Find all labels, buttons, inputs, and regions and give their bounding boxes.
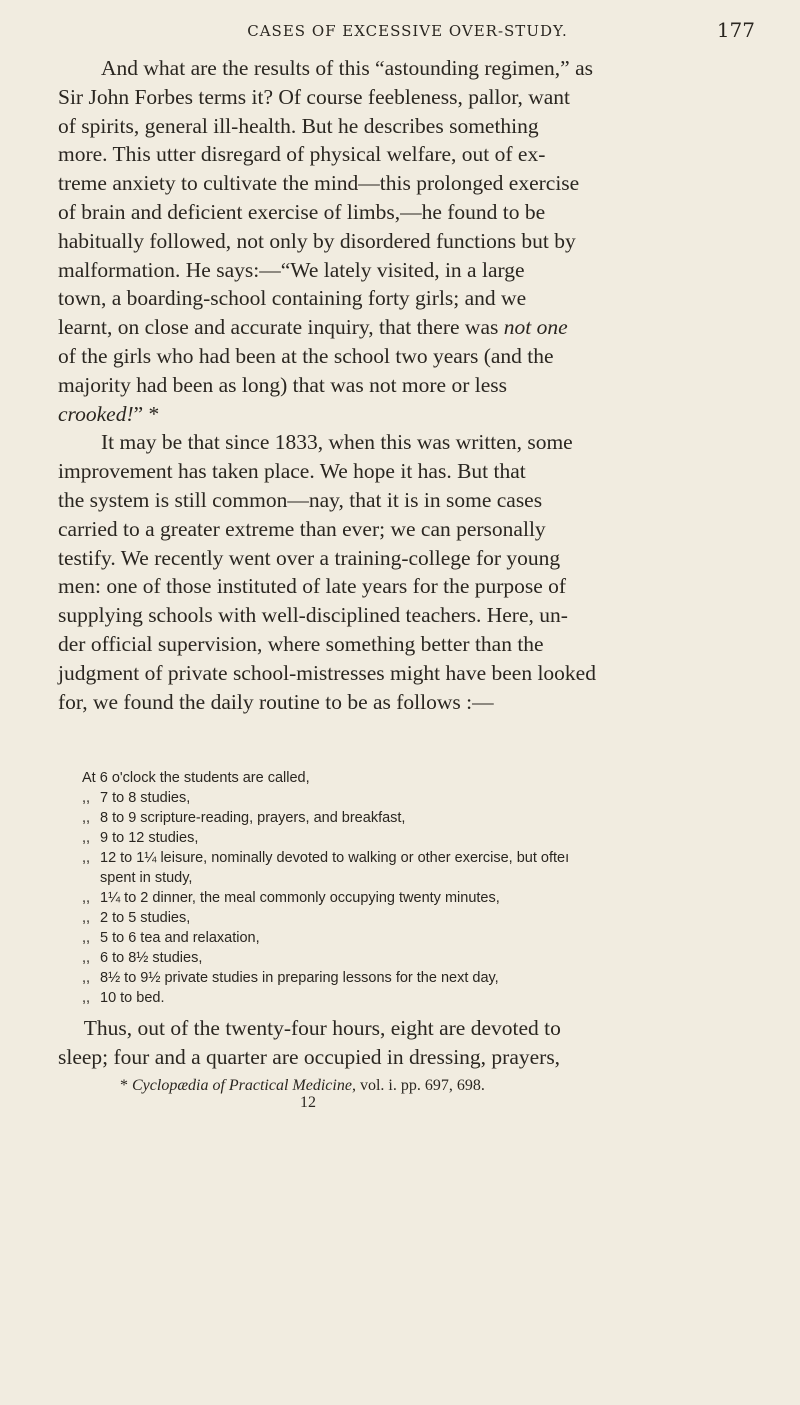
text-line: of brain and deficient exercise of limbs,—he found to be <box>58 199 546 224</box>
schedule-entry: 7 to 8 studies, <box>100 790 191 806</box>
schedule-row <box>82 968 772 988</box>
schedule-row <box>82 928 772 948</box>
schedule-row <box>82 828 772 848</box>
schedule-row <box>82 908 772 928</box>
ditto-mark: ,, <box>82 830 91 846</box>
text-line <box>58 313 758 342</box>
schedule-row <box>82 808 772 828</box>
schedule-row <box>82 988 772 1008</box>
text-line: judgment of private school-mistresses might have been looked <box>58 660 596 685</box>
text-line: of spirits, general ill-health. But he describes something <box>58 113 539 138</box>
schedule-row <box>82 848 772 868</box>
ditto-mark: ,, <box>82 910 91 926</box>
ditto-mark: ,, <box>82 970 91 986</box>
ditto-mark: ,, <box>82 850 91 866</box>
ditto-mark: ,, <box>82 790 91 806</box>
text-line: of the girls who had been at the school two years (and the <box>58 343 554 368</box>
footnote-ref: ” * <box>133 401 160 426</box>
text-line: men: one of those instituted of late years for the purpose of <box>58 574 567 599</box>
schedule-row <box>82 888 772 908</box>
ditto-mark: ,, <box>82 990 91 1006</box>
text-line: improvement has taken place. We hope it has. But that <box>58 459 526 484</box>
schedule-entry: 12 to 1¼ leisure, nominally devoted to walking or other exercise, but ofteı <box>100 850 570 866</box>
schedule-entry: 5 to 6 tea and relaxation, <box>100 930 260 946</box>
signature-mark: 12 <box>300 1094 316 1111</box>
footnote-source: Cyclopædia of Practical Medicine <box>132 1077 352 1094</box>
running-head: CASES OF EXCESSIVE OVER-STUDY. <box>247 22 568 40</box>
schedule-entry: 8 to 9 scripture-reading, prayers, and breakfast, <box>100 810 406 826</box>
paragraph-2 <box>58 428 758 716</box>
text-line: It may be that since 1833, when this was written, some <box>101 430 573 455</box>
text-line: supplying schools with well-disciplined teachers. Here, un- <box>58 603 568 628</box>
text-line <box>58 400 758 429</box>
ditto-mark: ,, <box>82 950 91 966</box>
ditto-mark: ,, <box>82 930 91 946</box>
schedule-entry: 10 to bed. <box>100 990 165 1006</box>
ditto-mark: ,, <box>82 810 91 826</box>
text-line: town, a boarding-school containing forty girls; and we <box>58 286 527 311</box>
text-line: for, we found the daily routine to be as follows :— <box>58 689 494 714</box>
text-line: malformation. He says:—“We lately visited, in a large <box>58 257 525 282</box>
text-line: the system is still common—nay, that it is in some cases <box>58 487 543 512</box>
text-line: treme anxiety to cultivate the mind—this prolonged exercise <box>58 171 580 196</box>
text-line: habitually followed, not only by disordered functions but by <box>58 228 576 253</box>
schedule-entry: 2 to 5 studies, <box>100 910 191 926</box>
text-line: sleep; four and a quarter are occupied in dressing, prayers, <box>58 1044 561 1069</box>
text-fragment: learnt, on close and accurate inquiry, that there was <box>58 315 504 340</box>
text-line: more. This utter disregard of physical welfare, out of ex- <box>58 142 546 167</box>
main-text <box>58 54 758 716</box>
text-line: Thus, out of the twenty-four hours, eight are devoted to <box>83 1016 561 1040</box>
daily-schedule <box>82 768 772 1008</box>
italic-not-one: not one <box>503 315 568 340</box>
page-header <box>60 18 755 44</box>
schedule-row <box>82 768 772 788</box>
schedule-row <box>82 948 772 968</box>
closing-text <box>58 1014 758 1072</box>
schedule-entry: At 6 o'clock the students are called, <box>82 770 310 786</box>
schedule-entry-continued: spent in study, <box>100 870 193 886</box>
page-number: 177 <box>716 18 755 42</box>
paragraph-1 <box>58 54 758 428</box>
text-line: carried to a greater extreme than ever; we can personally <box>58 516 546 541</box>
footnote <box>120 1077 740 1095</box>
text-line: testify. We recently went over a training-college for young <box>58 545 561 570</box>
text-line: Sir John Forbes terms it? Of course feebleness, pallor, want <box>58 84 571 109</box>
schedule-entry: 9 to 12 studies, <box>100 830 199 846</box>
footnote-marker: * <box>120 1077 132 1094</box>
schedule-row <box>82 788 772 808</box>
text-line: der official supervision, where something better than the <box>58 631 544 656</box>
italic-crooked: crooked! <box>58 401 134 426</box>
ditto-mark: ,, <box>82 890 91 906</box>
text-line: And what are the results of this “astounding regimen,” as <box>101 56 593 80</box>
schedule-entry: 8½ to 9½ private studies in preparing lessons for the next day, <box>100 970 499 986</box>
footnote-citation: , vol. i. pp. 697, 698. <box>351 1077 485 1094</box>
text-line: majority had been as long) that was not more or less <box>58 372 508 397</box>
schedule-entry: 6 to 8½ studies, <box>100 950 203 966</box>
schedule-entry: 1¼ to 2 dinner, the meal commonly occupying twenty minutes, <box>100 890 500 906</box>
